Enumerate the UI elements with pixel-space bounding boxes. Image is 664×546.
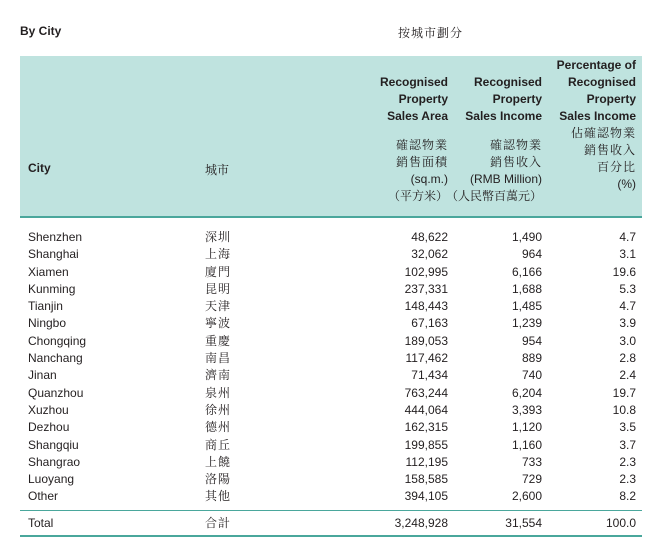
table-row bbox=[20, 298, 642, 315]
row-area: 162,315 bbox=[404, 420, 448, 435]
row-city-cn: 上海 bbox=[205, 247, 232, 262]
row-city-cn: 德州 bbox=[205, 420, 232, 435]
row-pct: 10.8 bbox=[612, 402, 636, 417]
row-pct: 19.7 bbox=[612, 385, 636, 400]
row-income: 1,485 bbox=[511, 299, 542, 314]
row-city: Shangqiu bbox=[28, 437, 79, 452]
row-pct: 8.2 bbox=[619, 489, 636, 504]
row-city: Chongqing bbox=[28, 333, 87, 348]
header-income-unit: (RMB Million) bbox=[470, 172, 542, 186]
table-row bbox=[20, 350, 642, 367]
total-row bbox=[20, 514, 642, 532]
header-pct-unit: (%) bbox=[617, 177, 636, 191]
row-city: Shenzhen bbox=[28, 230, 83, 244]
header-area bbox=[380, 74, 448, 205]
row-area: 444,064 bbox=[404, 402, 448, 417]
table-row bbox=[20, 281, 642, 298]
table-row bbox=[20, 229, 642, 246]
header-area-cn: 確認物業 銷售面積 bbox=[395, 138, 448, 169]
row-city-cn: 寧波 bbox=[205, 316, 232, 331]
table-row bbox=[20, 437, 642, 454]
row-area: 148,443 bbox=[404, 299, 448, 314]
row-income: 733 bbox=[521, 454, 542, 469]
header-area-unit-cn: （平方米） bbox=[387, 189, 448, 203]
row-city: Shangrao bbox=[28, 454, 81, 469]
table-body bbox=[20, 229, 642, 506]
row-pct: 3.1 bbox=[619, 247, 636, 262]
header-area-unit: (sq.m.) bbox=[410, 172, 448, 186]
row-pct: 19.6 bbox=[612, 264, 636, 279]
row-income: 1,239 bbox=[511, 316, 542, 331]
row-pct: 2.3 bbox=[619, 454, 636, 469]
table-row bbox=[20, 246, 642, 263]
table-row bbox=[20, 264, 642, 281]
header-income bbox=[446, 74, 542, 205]
row-area: 237,331 bbox=[404, 281, 448, 296]
bottom-divider bbox=[20, 535, 642, 537]
row-income: 6,204 bbox=[511, 385, 542, 400]
table-row bbox=[20, 367, 642, 384]
table-row bbox=[20, 333, 642, 350]
row-pct: 4.7 bbox=[619, 230, 636, 244]
row-income: 740 bbox=[521, 368, 542, 383]
row-income: 2,600 bbox=[511, 489, 542, 504]
row-city-cn: 濟南 bbox=[205, 368, 232, 383]
row-city-cn: 商丘 bbox=[205, 437, 232, 452]
total-area: 3,248,928 bbox=[394, 516, 448, 530]
row-area: 48,622 bbox=[411, 230, 448, 244]
row-city-cn: 泉州 bbox=[205, 385, 232, 400]
row-area: 102,995 bbox=[404, 264, 448, 279]
total-label-cn: 合計 bbox=[205, 516, 232, 530]
total-label: Total bbox=[28, 516, 54, 530]
row-city: Tianjin bbox=[28, 299, 63, 314]
header-area-en: Recognised Property Sales Area bbox=[379, 75, 448, 123]
row-pct: 2.8 bbox=[619, 351, 636, 366]
row-area: 199,855 bbox=[404, 437, 448, 452]
total-divider bbox=[20, 510, 642, 511]
row-city-cn: 洛陽 bbox=[205, 472, 232, 487]
row-city-cn: 其他 bbox=[205, 489, 232, 504]
header-city: City bbox=[28, 161, 51, 175]
table-row bbox=[20, 471, 642, 488]
row-pct: 3.0 bbox=[619, 333, 636, 348]
row-city-cn: 上饒 bbox=[205, 454, 232, 469]
row-pct: 3.5 bbox=[619, 420, 636, 435]
row-area: 32,062 bbox=[411, 247, 448, 262]
header-income-cn: 確認物業 銷售收入 bbox=[489, 138, 542, 169]
row-income: 1,490 bbox=[511, 230, 542, 244]
row-pct: 5.3 bbox=[619, 281, 636, 296]
row-city-cn: 昆明 bbox=[205, 281, 232, 296]
row-city: Shanghai bbox=[28, 247, 79, 262]
row-income: 6,166 bbox=[511, 264, 542, 279]
row-area: 117,462 bbox=[405, 351, 448, 366]
row-income: 964 bbox=[521, 247, 542, 262]
table-header bbox=[20, 56, 642, 218]
table-row bbox=[20, 385, 642, 402]
row-pct: 3.7 bbox=[619, 437, 636, 452]
row-area: 189,053 bbox=[404, 333, 448, 348]
row-area: 158,585 bbox=[404, 472, 448, 487]
header-income-unit-cn: （人民幣百萬元） bbox=[445, 189, 542, 203]
row-city: Luoyang bbox=[28, 472, 75, 487]
row-income: 954 bbox=[521, 333, 542, 348]
section-title-cn: 按城市劃分 bbox=[398, 26, 464, 40]
table-row bbox=[20, 315, 642, 332]
table-row bbox=[20, 454, 642, 471]
header-pct-en: Percentage of Recognised Property Sales Income bbox=[556, 58, 636, 123]
row-city: Nanchang bbox=[28, 351, 83, 366]
row-income: 1,120 bbox=[511, 420, 542, 435]
row-city: Xuzhou bbox=[28, 402, 69, 417]
header-city-cn: 城市 bbox=[205, 163, 230, 177]
row-income: 889 bbox=[521, 351, 542, 366]
row-city: Jinan bbox=[28, 368, 57, 383]
row-city-cn: 深圳 bbox=[205, 230, 232, 244]
row-city: Other bbox=[28, 489, 59, 504]
row-city-cn: 徐州 bbox=[205, 402, 232, 417]
row-area: 394,105 bbox=[404, 489, 448, 504]
row-city-cn: 天津 bbox=[205, 299, 232, 314]
section-title: By City bbox=[20, 24, 62, 38]
total-pct: 100.0 bbox=[605, 516, 636, 530]
header-pct-cn: 佔確認物業 銷售收入 百分比 bbox=[570, 126, 636, 174]
row-city: Ningbo bbox=[28, 316, 67, 331]
row-area: 71,434 bbox=[411, 368, 448, 383]
header-pct bbox=[557, 57, 636, 193]
row-city-cn: 南昌 bbox=[205, 351, 232, 366]
row-area: 67,163 bbox=[411, 316, 448, 331]
row-pct: 2.3 bbox=[619, 472, 636, 487]
row-city-cn: 重慶 bbox=[205, 333, 232, 348]
row-area: 763,244 bbox=[404, 385, 448, 400]
table-row bbox=[20, 402, 642, 419]
total-income: 31,554 bbox=[505, 516, 542, 530]
header-income-en: Recognised Property Sales Income bbox=[465, 75, 542, 123]
row-area: 112,195 bbox=[405, 454, 448, 469]
row-income: 1,160 bbox=[511, 437, 542, 452]
row-city: Kunming bbox=[28, 281, 76, 296]
row-city-cn: 廈門 bbox=[205, 264, 232, 279]
row-income: 3,393 bbox=[511, 402, 542, 417]
table-row bbox=[20, 419, 642, 436]
table-row bbox=[20, 488, 642, 505]
row-pct: 3.9 bbox=[619, 316, 636, 331]
row-income: 729 bbox=[521, 472, 542, 487]
row-city: Dezhou bbox=[28, 420, 70, 435]
row-city: Quanzhou bbox=[28, 385, 84, 400]
row-income: 1,688 bbox=[511, 281, 542, 296]
row-pct: 4.7 bbox=[619, 299, 636, 314]
row-pct: 2.4 bbox=[619, 368, 636, 383]
row-city: Xiamen bbox=[28, 264, 69, 279]
